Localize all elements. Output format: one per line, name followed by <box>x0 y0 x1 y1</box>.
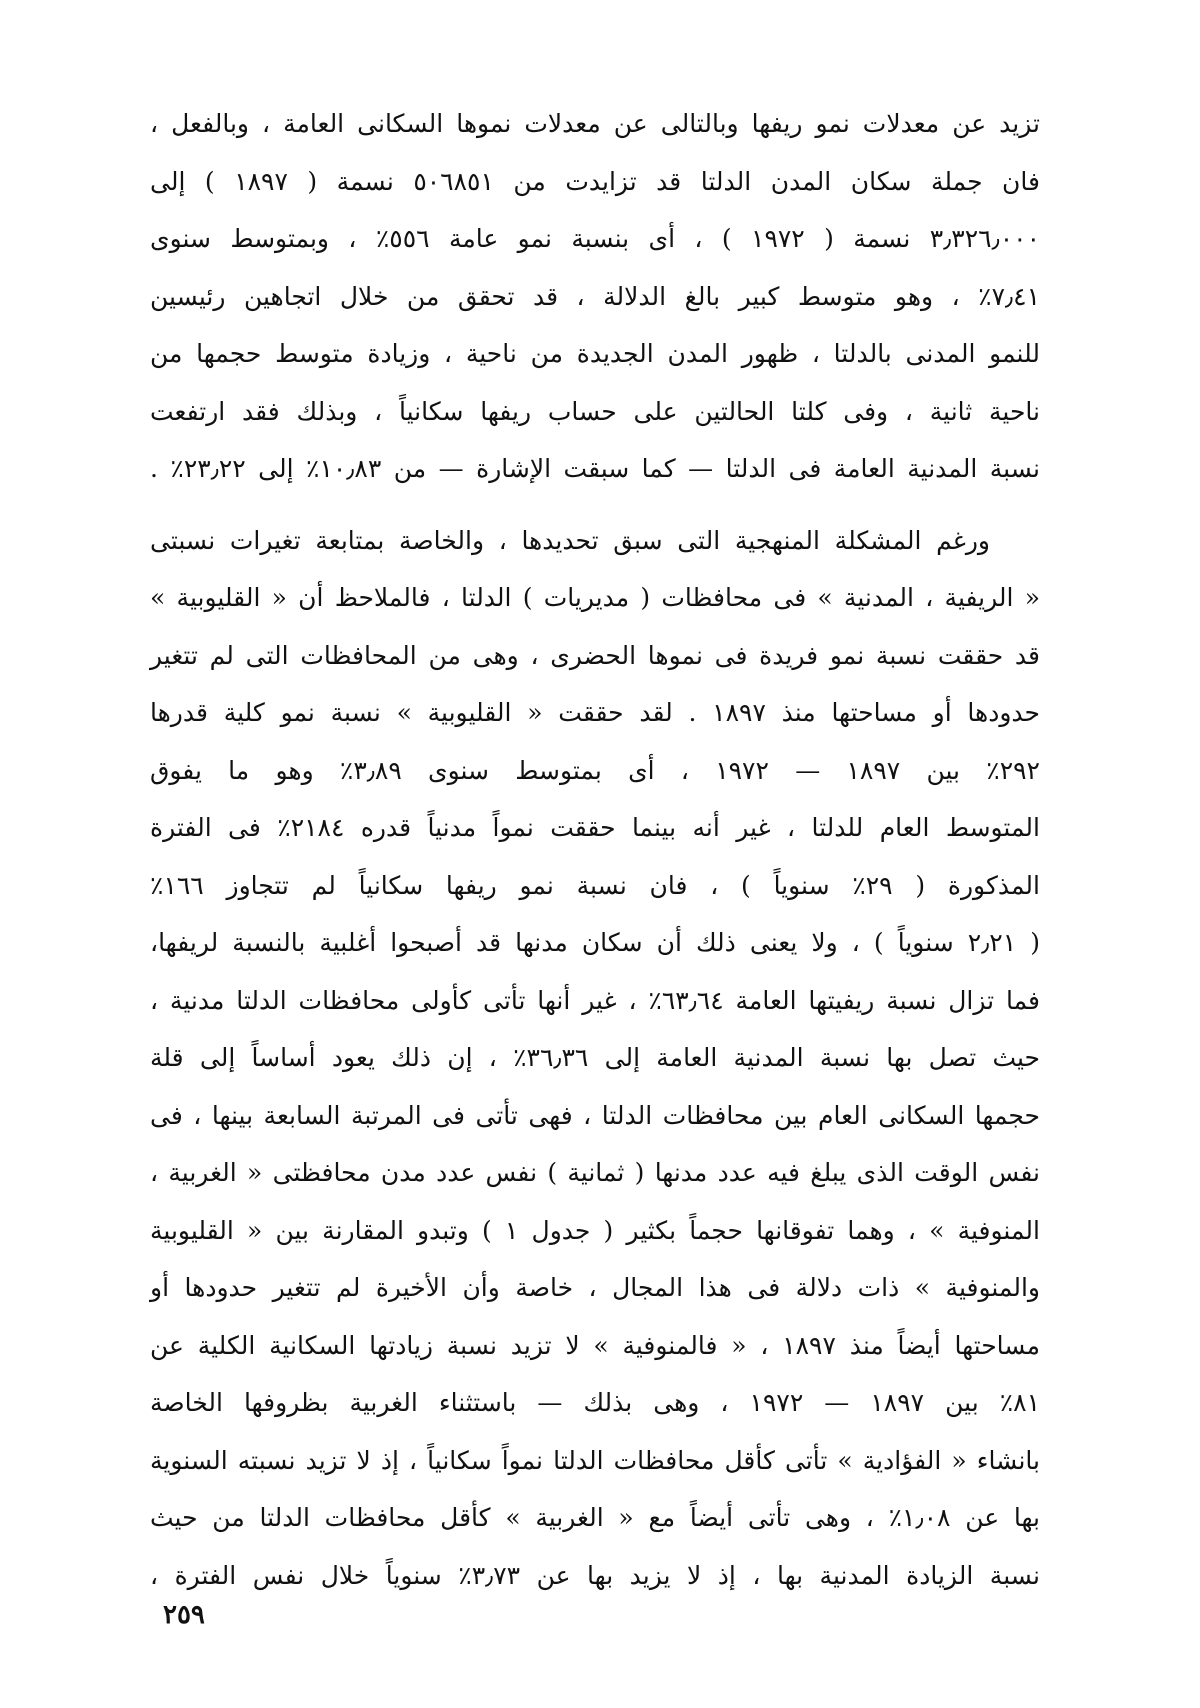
text-line: حدودها أو مساحتها منذ ١٨٩٧ . لقد حققت « القليوبية » نسبة نمو كلية قدرها <box>150 698 1040 727</box>
text-line: مساحتها أيضاً منذ ١٨٩٧ ، « فالمنوفية » لا تزيد نسبة زيادتها السكانية الكلية عن <box>150 1330 1040 1360</box>
text-line: حيث تصل بها نسبة المدنية العامة إلى ٣٦٫٣٦٪ ، إن ذلك يعود أساساً إلى قلة <box>150 1043 1041 1072</box>
page-body <box>150 95 1040 1604</box>
text-line: بها عن ١٫٠٨٪ ، وهى تأتى أيضاً مع « الغربية » كأقل محافظات الدلتا من حيث <box>150 1503 1040 1532</box>
text-line: المنوفية » ، وهما تفوقانها حجماً بكثير ( جدول ١ ) وتبدو المقارنة بين « القليوبية <box>150 1215 1040 1245</box>
text-line: والمنوفية » ذات دلالة فى هذا المجال ، خاصة وأن الأخيرة لم تتغير حدودها أو <box>150 1273 1040 1302</box>
text-line: للنمو المدنى بالدلتا ، ظهور المدن الجديدة من ناحية ، وزيادة متوسط حجمها من <box>150 339 1040 368</box>
text-line: المتوسط العام للدلتا ، غير أنه بينما حققت نمواً مدنياً قدره ٢١٨٤٪ فى الفترة <box>150 813 1040 842</box>
text-line: بانشاء « الفؤادية » تأتى كأقل محافظات الدلتا نمواً سكانياً ، إذ لا تزيد نسبته السنوية <box>150 1445 1040 1475</box>
text-line: المذكورة ( ٢٩٪ سنوياً ) ، فان نسبة نمو ريفها سكانياً لم تتجاوز ١٦٦٪ <box>150 870 1040 900</box>
text-line: ٨١٪ بين ١٨٩٧ — ١٩٧٢ ، وهى بذلك — باستثناء الغربية بظروفها الخاصة <box>150 1388 1040 1417</box>
paragraph-2 <box>150 512 1040 1605</box>
text-line: نسبة المدنية العامة فى الدلتا — كما سبقت الإشارة — من ١٠٫٨٣٪ إلى ٢٣٫٢٢٪ . <box>150 454 1040 483</box>
text-line: ناحية ثانية ، وفى كلتا الحالتين على حساب ريفها سكانياً ، وبذلك فقد ارتفعت <box>150 396 1040 426</box>
text-line: حجمها السكانى العام بين محافظات الدلتا ، فهى تأتى فى المرتبة السابعة بينها ، فى <box>150 1100 1040 1130</box>
paragraph-1 <box>150 95 1040 498</box>
text-line: فان جملة سكان المدن الدلتا قد تزايدت من ٥٠٦٨٥١ نسمة ( ١٨٩٧ ) إلى <box>150 166 1040 196</box>
text-line: ٧٫٤١٪ ، وهو متوسط كبير بالغ الدلالة ، قد تحقق من خلال اتجاهين رئيسين <box>150 281 1040 311</box>
text-line: تزيد عن معدلات نمو ريفها وبالتالى عن معدلات نموها السكانى العامة ، وبالفعل ، <box>150 109 1040 138</box>
text-line: ( ٢٫٢١ سنوياً ) ، ولا يعنى ذلك أن سكان مدنها قد أصبحوا أغلبية بالنسبة لريفها، <box>150 928 1040 957</box>
text-line: قد حققت نسبة نمو فريدة فى نموها الحضرى ، وهى من المحافظات التى لم تتغير <box>150 640 1040 670</box>
text-line: « الريفية ، المدنية » فى محافظات ( مديريات ) الدلتا ، فالملاحظ أن « القليوبية » <box>150 583 1040 612</box>
page-number: ٢٥٩ <box>163 1600 205 1630</box>
text-line: نسبة الزيادة المدنية بها ، إذ لا يزيد بها عن ٣٫٧٣٪ سنوياً خلال نفس الفترة ، <box>150 1560 1040 1590</box>
text-line: فما تزال نسبة ريفيتها العامة ٦٣٫٦٤٪ ، غير أنها تأتى كأولى محافظات الدلتا مدنية ، <box>150 985 1041 1015</box>
text-line: ورغم المشكلة المنهجية التى سبق تحديدها ، والخاصة بمتابعة تغيرات نسبتى <box>150 525 990 555</box>
text-line: ٢٩٢٪ بين ١٨٩٧ — ١٩٧٢ ، أى بمتوسط سنوى ٣٫٨٩٪ وهو ما يفوق <box>150 755 1040 785</box>
text-line: ٣٫٣٢٦٫٠٠٠ نسمة ( ١٩٧٢ ) ، أى بنسبة نمو عامة ٥٥٦٪ ، وبمتوسط سنوى <box>150 224 1040 253</box>
paragraph-spacer <box>150 498 1040 512</box>
text-line: نفس الوقت الذى يبلغ فيه عدد مدنها ( ثمانية ) نفس عدد مدن محافظتى « الغربية ، <box>150 1158 1040 1187</box>
